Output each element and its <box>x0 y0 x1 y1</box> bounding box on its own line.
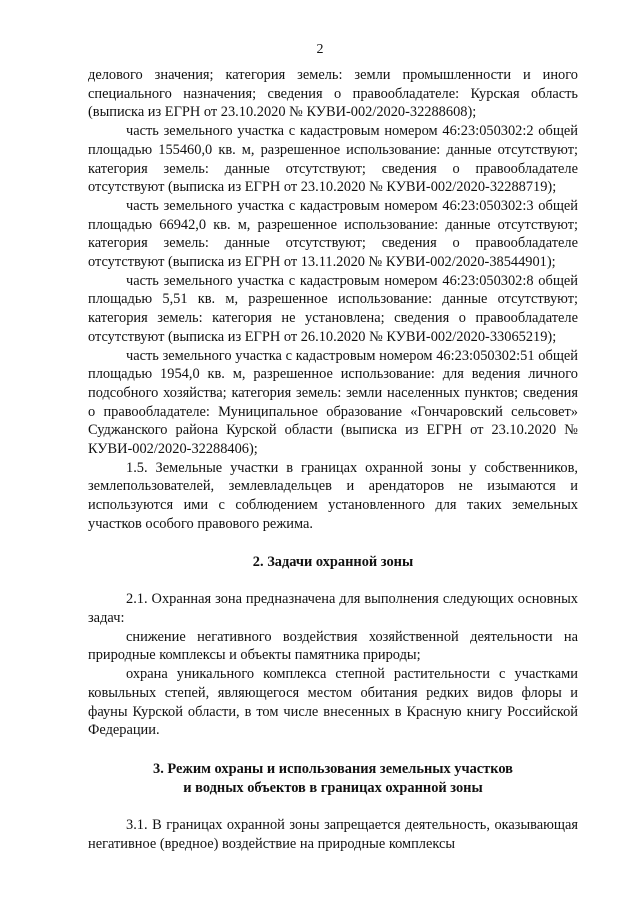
page-number: 2 <box>316 42 324 57</box>
paragraph-plot-050302-8: часть земельного участка с кадастровым номером 46:23:050302:8 общей площадью 5,51 кв. м, разрешенное использование: данные отсутствуют; категория земель: категория не установлена; сведения о правообладателе отсутствуют (выписка из ЕГРН от 26.10.2020 № КУВИ-002/2020-33065219); <box>88 272 578 345</box>
paragraph-continuation: делового значения; категория земель: земли промышленности и иного специального назначения; сведения о правообладателе: Курская область (выписка из ЕГРН от 23.10.2020 № КУВИ-002/2020-32288608); <box>88 67 578 121</box>
section-3-heading <box>88 760 578 797</box>
document-body <box>88 66 578 854</box>
section-3-heading-line-2: и водных объектов в границах охранной зоны <box>183 779 483 796</box>
paragraph-3-1: 3.1. В границах охранной зоны запрещается деятельность, оказывающая негативное (вредное) воздействие на природные комплексы <box>88 817 578 853</box>
paragraph-plot-050302-3: часть земельного участка с кадастровым номером 46:23:050302:3 общей площадью 66942,0 кв. м, разрешенное использование: данные отсутствуют; категория земель: данные отсутствуют; сведения о правообладателе отсутствуют (выписка из ЕГРН от 13.11.2020 № КУВИ-002/2020-38544901); <box>88 197 578 271</box>
paragraph-task-1: снижение негативного воздействия хозяйственной деятельности на природные комплексы и объекты памятника природы; <box>88 628 578 664</box>
paragraph-1-5: 1.5. Земельные участки в границах охранной зоны у собственников, землепользователей, землевладельцев и арендаторов не изымаются и используются ими с соблюдением установленного для таких земельных участков особого правового режима. <box>88 459 578 532</box>
paragraph-task-2: охрана уникального комплекса степной растительности с участками ковыльных степей, являющегося местом обитания редких видов флоры и фауны Курской области, в том числе внесенных в Красную книгу Российской Федерации. <box>88 666 578 739</box>
paragraph-plot-050302-2: часть земельного участка с кадастровым номером 46:23:050302:2 общей площадью 155460,0 кв. м, разрешенное использование: данные отсутствуют; категория земель: данные отсутствуют; сведения о правообладателе отсутствуют (выписка из ЕГРН от 23.10.2020 № КУВИ-002/2020-32288719); <box>88 123 578 196</box>
section-3-heading-line-1: 3. Режим охраны и использования земельных участков <box>153 760 513 777</box>
paragraph-plot-050302-51: часть земельного участка с кадастровым номером 46:23:050302:51 общей площадью 1954,0 кв. м, разрешенное использование: для ведения личного подсобного хозяйства; категория земель: земли населенных пунктов; сведения о правообладателе: Муниципальное образование «Гончаровский сельсовет» Суджанского района Курской области (выписка из ЕГРН от 23.10.2020 № КУВИ-002/2020-32288406); <box>88 347 578 458</box>
section-2-heading: 2. Задачи охранной зоны <box>252 553 414 570</box>
paragraph-2-1: 2.1. Охранная зона предназначена для выполнения следующих основных задач: <box>88 591 578 626</box>
